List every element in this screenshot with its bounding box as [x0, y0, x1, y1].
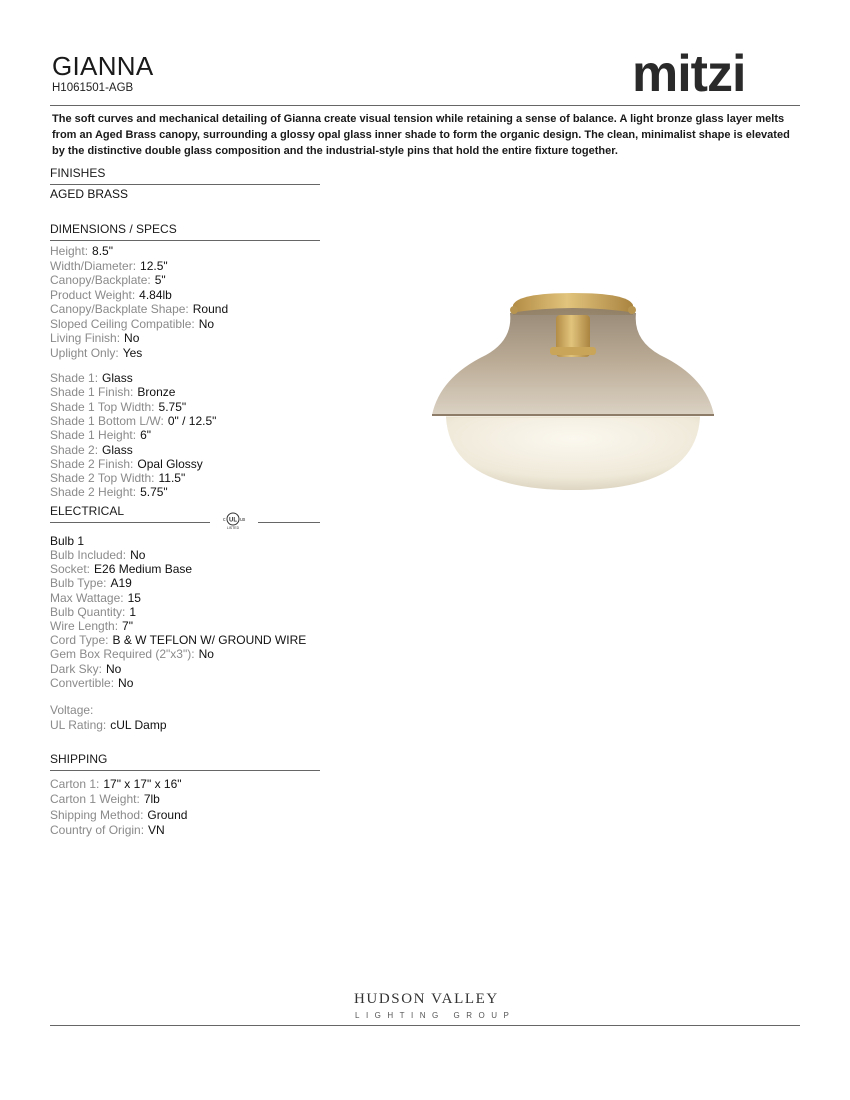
spec-row: [50, 777, 182, 791]
spec-label: Canopy/Backplate:: [50, 273, 151, 287]
spec-label: Product Weight:: [50, 287, 136, 302]
spec-row: [50, 647, 214, 661]
spec-label: Sloped Ceiling Compatible:: [50, 316, 195, 331]
spec-label: Shade 2 Height:: [50, 485, 137, 500]
spec-value: No: [118, 675, 134, 690]
footer-divider: [50, 1025, 800, 1026]
spec-label: Convertible:: [50, 675, 115, 690]
spec-label: Shade 1 Height:: [50, 428, 137, 443]
spec-row: [50, 676, 133, 690]
electrical-divider-right: [258, 522, 320, 523]
svg-text:us: us: [240, 517, 246, 523]
spec-row: [50, 273, 166, 287]
spec-label: Shade 1 Finish:: [50, 385, 134, 400]
spec-label: Max Wattage:: [50, 590, 124, 605]
spec-row: [50, 288, 172, 302]
spec-row: [50, 400, 186, 414]
spec-row: [50, 471, 185, 485]
spec-value: No: [130, 548, 146, 562]
spec-value: VN: [148, 822, 165, 837]
spec-label: Living Finish:: [50, 331, 121, 345]
spec-value: 1: [129, 604, 137, 619]
spec-value: B & W TEFLON W/ GROUND WIRE: [112, 633, 307, 648]
spec-label: Socket:: [50, 562, 91, 577]
shipping-heading: SHIPPING: [50, 752, 108, 766]
dimensions-heading: DIMENSIONS / SPECS: [50, 222, 177, 236]
finishes-heading: FINISHES: [50, 166, 106, 180]
spec-label: Country of Origin:: [50, 822, 145, 837]
spec-row: [50, 428, 151, 442]
spec-row: [50, 792, 160, 806]
product-sku: H1061501-AGB: [52, 82, 134, 94]
spec-value: 5.75": [140, 485, 168, 500]
spec-label: Shade 2 Top Width:: [50, 471, 155, 486]
spec-value: 12.5": [140, 258, 168, 273]
spec-row: [50, 605, 136, 619]
spec-label: Gem Box Required (2"x3"):: [50, 647, 195, 662]
spec-value: 15: [127, 590, 141, 605]
spec-label: Shade 2:: [50, 442, 99, 457]
spec-row: [50, 662, 121, 676]
spec-value: A19: [110, 576, 132, 591]
spec-row: [50, 414, 216, 428]
spec-row: [50, 562, 192, 576]
spec-value: cUL Damp: [110, 718, 167, 732]
ul-listed-icon: [218, 511, 248, 531]
finishes-divider: [50, 184, 320, 185]
spec-value: 6": [140, 428, 151, 443]
spec-value: E26 Medium Base: [94, 562, 193, 577]
spec-label: Shade 1:: [50, 371, 99, 385]
spec-value: Bronze: [137, 385, 176, 400]
spec-row: [50, 619, 133, 633]
spec-label: Height:: [50, 244, 89, 258]
spec-value: 0" / 12.5": [167, 413, 217, 428]
spec-row: [50, 576, 132, 590]
spec-label: Uplight Only:: [50, 345, 119, 360]
spec-label: Width/Diameter:: [50, 258, 137, 273]
spec-row: [50, 244, 113, 258]
spec-row: [50, 633, 306, 647]
dimensions-divider: [50, 240, 320, 241]
product-name: GIANNA: [52, 51, 154, 81]
spec-label: Shade 2 Finish:: [50, 456, 134, 471]
product-image: [428, 285, 718, 495]
spec-value: Yes: [122, 345, 143, 360]
shipping-divider: [50, 770, 320, 771]
spec-value: 11.5": [158, 471, 186, 486]
spec-value: 17" x 17" x 16": [103, 777, 182, 791]
spec-label: Shipping Method:: [50, 807, 144, 822]
spec-row: [50, 302, 228, 316]
spec-value: Ground: [147, 807, 188, 822]
spec-row: [50, 443, 133, 457]
brand-logo: mitzi: [632, 45, 746, 103]
spec-row: [50, 317, 214, 331]
spec-value: No: [198, 316, 215, 331]
spec-label: Dark Sky:: [50, 661, 103, 676]
spec-value: Glass: [102, 442, 133, 457]
spec-value: 7lb: [143, 792, 160, 807]
spec-value: No: [124, 331, 140, 345]
spec-row: [50, 259, 168, 273]
electrical-heading: ELECTRICAL: [50, 504, 125, 518]
spec-row: [50, 385, 175, 399]
spec-label: Carton 1 Weight:: [50, 792, 140, 807]
spec-row: [50, 548, 145, 562]
spec-value: No: [106, 661, 122, 676]
spec-value: Opal Glossy: [137, 456, 203, 471]
spec-row: [50, 591, 141, 605]
spec-value: No: [198, 647, 214, 662]
spec-value: 5": [154, 273, 166, 287]
spec-row: [50, 703, 97, 717]
spec-row: [50, 346, 142, 360]
spec-label: Cord Type:: [50, 633, 109, 648]
svg-text:LISTED: LISTED: [226, 526, 240, 530]
spec-label: Canopy/Backplate Shape:: [50, 302, 189, 316]
spec-label: UL Rating:: [50, 718, 107, 732]
svg-text:c: c: [223, 517, 226, 523]
spec-label: Bulb Included:: [50, 548, 127, 562]
svg-text:UL: UL: [229, 517, 237, 524]
spec-value: 4.84lb: [139, 287, 172, 302]
electrical-divider-left: [50, 522, 210, 523]
spec-row: [50, 823, 165, 837]
spec-row: [50, 485, 168, 499]
spec-label: Wire Length:: [50, 619, 119, 633]
spec-row: [50, 331, 139, 345]
spec-row: [50, 718, 167, 732]
finish-value: AGED BRASS: [50, 187, 129, 201]
footer-logo-subtitle: LIGHTING GROUP: [355, 1011, 516, 1020]
spec-label: Bulb Type:: [50, 576, 107, 591]
spec-label: Shade 1 Bottom L/W:: [50, 413, 164, 428]
spec-value: 7": [122, 619, 133, 633]
header-divider: [50, 105, 800, 106]
spec-value: Round: [192, 302, 229, 316]
spec-value: 5.75": [158, 399, 187, 414]
product-description: The soft curves and mechanical detailing of Gianna create visual tension while retaining a sense of balance. A light bronze glass layer melts from an Aged Brass canopy, surrounding a glossy opal glass inner shade to form the organic design. The clean, minimalist shape is elevated by the distinctive double glass composition and the industrial-style pins that hold the entire fixture together.: [52, 113, 790, 157]
spec-label: Bulb Quantity:: [50, 604, 126, 619]
spec-row: [50, 457, 203, 471]
spec-label: Carton 1:: [50, 777, 100, 791]
spec-row: [50, 808, 187, 822]
spec-row: [50, 371, 133, 385]
footer-logo-title: HUDSON VALLEY: [354, 991, 499, 1007]
spec-label: Shade 1 Top Width:: [50, 399, 155, 414]
spec-value: 8.5": [92, 244, 113, 258]
spec-value: Glass: [102, 371, 133, 385]
spec-label: Voltage:: [50, 703, 94, 717]
bulb-title: Bulb 1: [50, 534, 85, 548]
